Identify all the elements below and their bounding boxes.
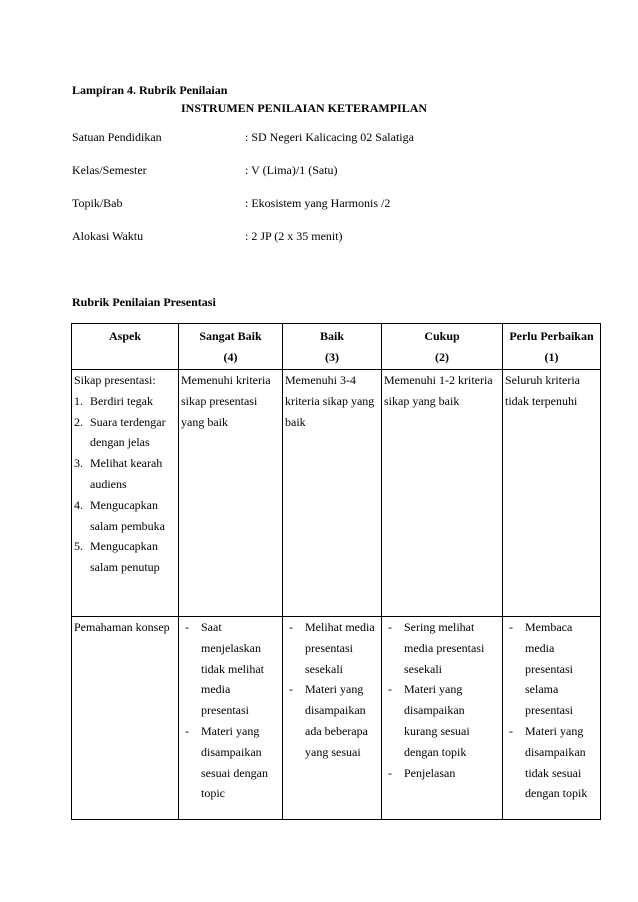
rubric-table (71, 323, 601, 820)
aspect-list (74, 391, 176, 578)
list-item: - Saat menjelaskan tidak melihat media presentasi (185, 620, 264, 718)
info-label-topik: Topik/Bab (72, 196, 123, 210)
cell-baik (283, 617, 382, 820)
aspect-cell: Pemahaman konsep (72, 617, 179, 820)
list-item: - Sering melihat media presentasi sesekali (388, 620, 485, 676)
cell-cukup (382, 617, 503, 820)
cell-sangat-baik: Memenuhi kriteria sikap presentasi yang baik (179, 370, 283, 617)
info-label-kelas: Kelas/Semester (72, 163, 147, 177)
header-perlu-perbaikan: Perlu Perbaikan (1) (503, 324, 601, 370)
header-sangat-baik: Sangat Baik (4) (179, 324, 283, 370)
table-header-row (72, 324, 601, 370)
header-aspek: Aspek (72, 324, 179, 370)
list-item: - Materi yang disampaikan ada beberapa yang sesuai (289, 682, 368, 759)
aspect-cell (72, 370, 179, 617)
table-row (72, 370, 601, 617)
appendix-heading: Lampiran 4. Rubrik Penilaian (72, 83, 228, 97)
list-item: - Materi yang disampaikan sesuai dengan topic (185, 723, 268, 801)
aspect-title: Sikap presentasi: (74, 373, 156, 387)
list-item: - Membaca media presentasi selama presentasi (509, 620, 573, 718)
list-item: 3. Melihat kearah audiens (74, 456, 163, 491)
list-item: 5. Mengucapkan salam penutup (74, 539, 160, 575)
cell-cukup: Memenuhi 1-2 kriteria sikap yang baik (382, 370, 503, 617)
table-row (72, 617, 601, 820)
instrument-title: INSTRUMEN PENILAIAN KETERAMPILAN (181, 101, 428, 115)
list-item: - Materi yang disampaikan kurang sesuai dengan topik (388, 682, 470, 759)
list-item: 1. Berdiri tegak (74, 393, 153, 408)
cell-perlu-perbaikan: Seluruh kriteria tidak terpenuhi (503, 370, 601, 617)
info-value-alokasi: : 2 JP (2 x 35 menit) (245, 229, 343, 243)
cell-sangat-baik (179, 617, 283, 820)
info-value-topik: : Ekosistem yang Harmonis /2 (245, 196, 391, 210)
cell-perlu-perbaikan (503, 617, 601, 820)
header-baik: Baik (3) (283, 324, 382, 370)
info-value-satuan: : SD Negeri Kalicacing 02 Salatiga (245, 130, 414, 144)
list-item: 4. Mengucapkan salam pembuka (74, 497, 165, 533)
rubric-title: Rubrik Penilaian Presentasi (72, 295, 216, 309)
list-item: 2. Suara terdengar dengan jelas (74, 414, 166, 450)
list-item: - Materi yang disampaikan tidak sesuai dengan topik (509, 723, 588, 801)
info-label-alokasi: Alokasi Waktu (72, 229, 144, 243)
info-value-kelas: : V (Lima)/1 (Satu) (245, 163, 338, 177)
cell-baik: Memenuhi 3-4 kriteria sikap yang baik (283, 370, 382, 617)
header-cukup: Cukup (2) (382, 324, 503, 370)
info-label-satuan: Satuan Pendidikan (72, 130, 162, 144)
list-item: - Penjelasan (388, 765, 456, 780)
list-item: - Melihat media presentasi sesekali (289, 620, 375, 676)
